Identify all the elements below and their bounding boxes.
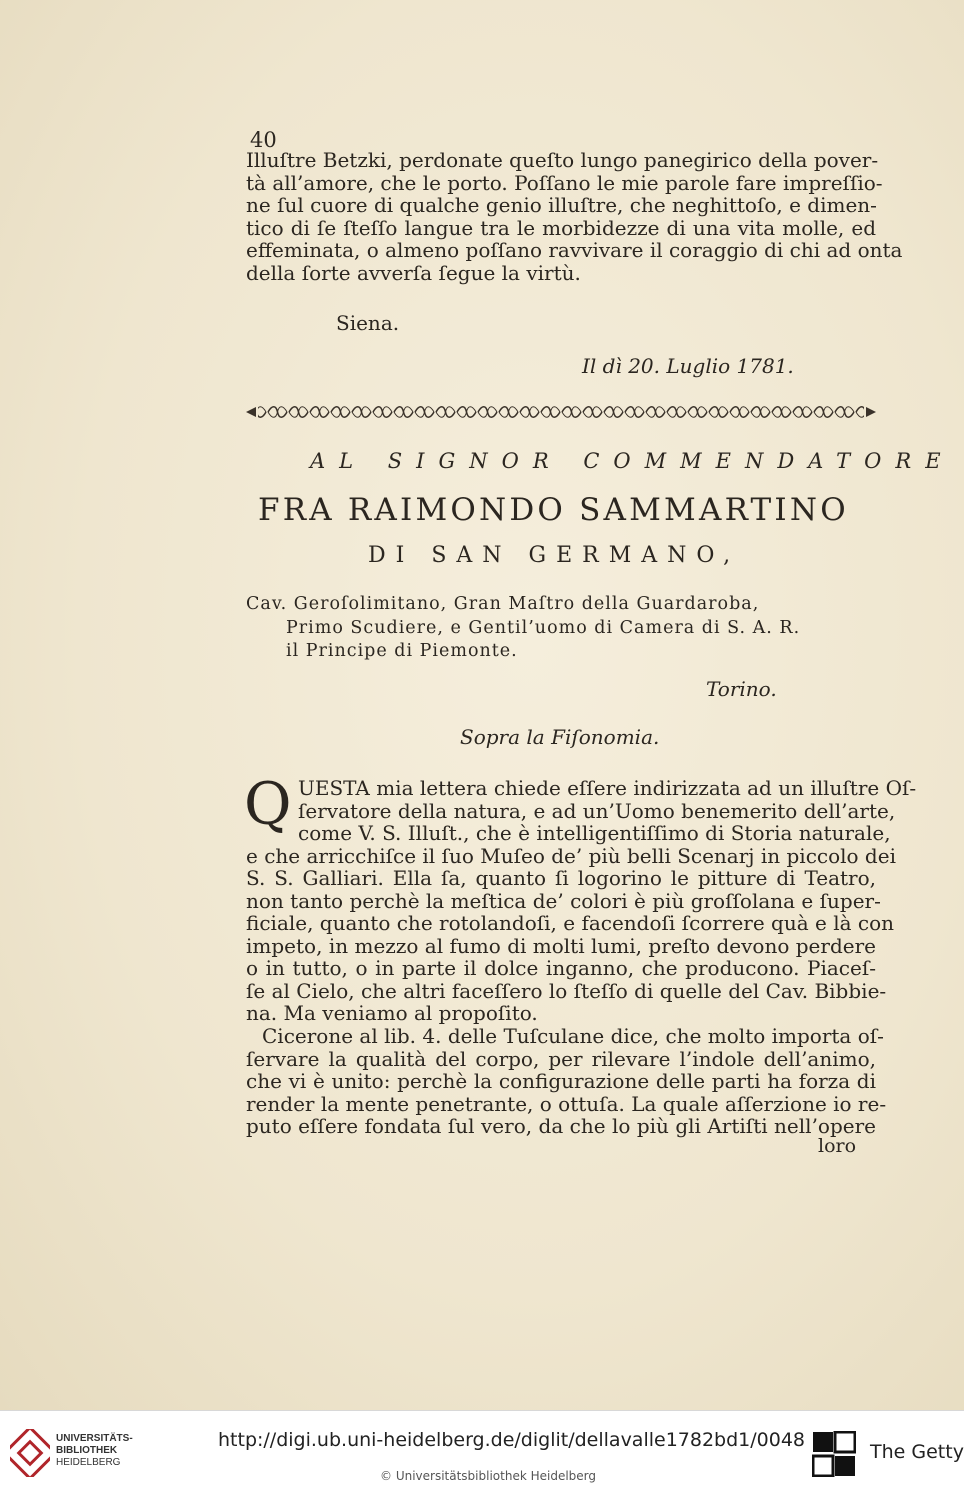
- text-line: UESTA mia lettera chiede eſſere indirizzata ad un illuſtre Oſ-: [298, 776, 917, 800]
- text-line: tico di ſe ſteſſo langue tra le morbidezze di una vita molle, ed: [246, 215, 876, 240]
- addressee-titles: [246, 593, 876, 664]
- ornament-divider: [246, 404, 876, 420]
- text-line: render la mente penetrante, o ottuſa. La quale aſſerzione io re-: [246, 1091, 887, 1116]
- catchword: loro: [818, 1135, 857, 1157]
- text-line: ſe al Cielo, che altri faceſſero lo ſteſſo di quelle del Cav. Bibbie-: [246, 978, 887, 1003]
- text-line: Cicerone al lib. 4. delle Tuſculane dice, che molto importa oſ-: [262, 1024, 884, 1048]
- paragraph-2: [246, 1024, 887, 1138]
- drop-cap: Q: [244, 770, 292, 838]
- text-line: ficiale, quanto che rotolandoſi, e facendoſi ſcorrere quà e là con: [246, 911, 894, 935]
- text-line: non tanto perchè la meſtica de’ colori è più groſſolana e ſuper-: [246, 888, 881, 913]
- place-line: Siena.: [336, 311, 400, 335]
- permalink-url[interactable]: http://digi.ub.uni-heidelberg.de/diglit/dellavalle1782bd1/0048: [218, 1429, 806, 1451]
- page-number: 40: [250, 128, 277, 152]
- text-line: che vi è unito: perchè la configurazione delle parti ha forza di: [246, 1069, 876, 1093]
- text-line: come V. S. Illuſt., che è intelligentiſſimo di Storia naturale,: [298, 821, 891, 845]
- text-line: Illuſtre Betzki, perdonate queſto lungo panegirico della pover-: [246, 148, 879, 172]
- copyright-text: © Universitätsbibliothek Heidelberg: [380, 1469, 597, 1483]
- text-line: ſervatore della natura, e ad un’Uomo benemerito dell’arte,: [298, 798, 896, 823]
- text-line: della ſorte avverſa ſegue la virtù.: [246, 260, 581, 285]
- title-line: Primo Scudiere, e Gentil’uomo di Camera di S. A. R.: [286, 617, 801, 638]
- text-line: tà all’amore, che le porto. Poſſano le mie parole fare impreſſio-: [246, 170, 883, 195]
- date-line: Il dì 20. Luglio 1781.: [582, 354, 794, 378]
- text-line: puto eſſere fondata ſul vero, da che lo più gli Artiſti nell’opere: [246, 1114, 876, 1138]
- heading-addressee-title: AL SIGNOR COMMENDATORE: [310, 449, 955, 473]
- text-line: ſervare la qualità del corpo, per rilevare l’indole dell’animo,: [246, 1046, 876, 1071]
- text-line: o in tutto, o in parte il dolce inganno, che producono. Piaceſ-: [246, 956, 876, 980]
- letter-closing-paragraph: [246, 148, 903, 285]
- heading-addressee-place: DI SAN GERMANO,: [368, 543, 741, 568]
- getty-logo-icon[interactable]: [812, 1431, 856, 1477]
- title-line: Cav. Geroſolimitano, Gran Maſtro della Guardaroba,: [246, 594, 760, 614]
- text-line: effeminata, o almeno poſſano ravvivare il coraggio di chi ad onta: [246, 238, 903, 262]
- paragraph-1: [246, 776, 917, 1025]
- text-line: S. S. Galliari. Ella ſa, quanto ſi logorino le pitture di Teatro,: [246, 866, 876, 890]
- title-line: il Principe di Piemonte.: [286, 641, 518, 661]
- getty-name: The Getty: [870, 1441, 964, 1463]
- heading-addressee-name: FRA RAIMONDO SAMMARTINO: [258, 492, 849, 528]
- text-line: e che arricchiſce il ſuo Muſeo de’ più belli Scenarj in piccolo dei: [246, 843, 896, 868]
- text-line: na. Ma veniamo al propoſito.: [246, 1001, 538, 1025]
- city-line: Torino.: [706, 677, 777, 701]
- subject-line: Sopra la Fiſonomia.: [460, 725, 660, 749]
- library-name: UNIVERSITÄTS- BIBLIOTHEK HEIDELBERG: [56, 1433, 133, 1468]
- university-library-logo-icon[interactable]: [10, 1429, 50, 1477]
- viewer-footer: [0, 1410, 964, 1496]
- text-line: ne ſul cuore di qualche genio illuſtre, che neghittoſo, e dimen-: [246, 193, 877, 217]
- text-line: impeto, in mezzo al fumo di molti lumi, preſto devono perdere: [246, 933, 876, 958]
